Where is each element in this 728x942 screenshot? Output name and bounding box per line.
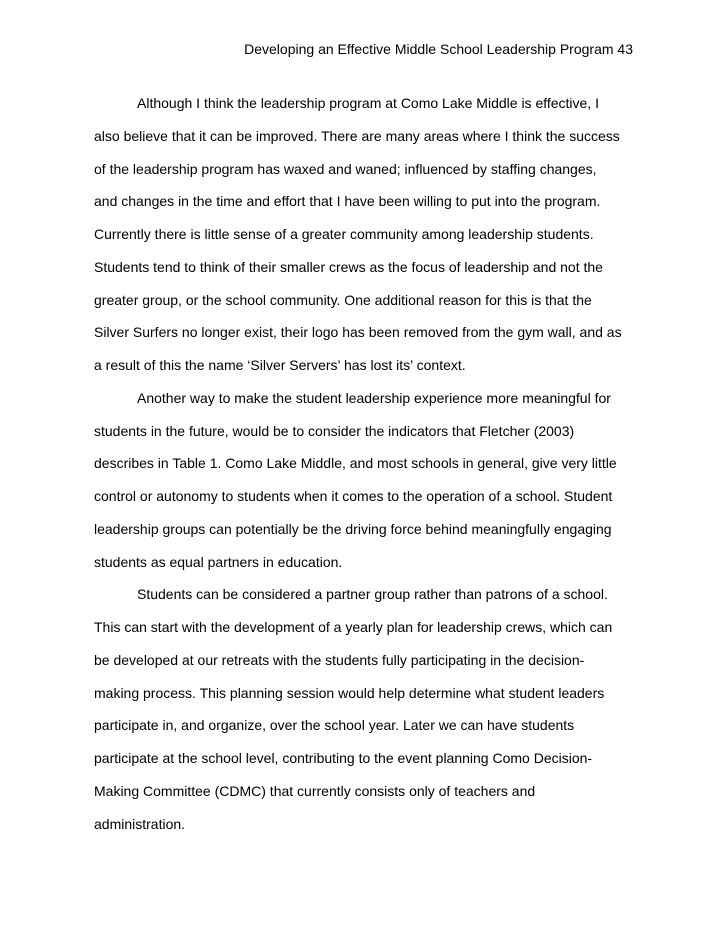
text-line: of the leadership program has waxed and waned; influenced by staffing changes, (94, 160, 597, 177)
text-line: students as equal partners in education. (94, 553, 343, 570)
text-line: This can start with the development of a yearly plan for leadership crews, which can (94, 619, 613, 635)
text-line: Another way to make the student leadership experience more meaningful for (137, 389, 611, 406)
text-line: leadership groups can potentially be the driving force behind meaningfully engaging (94, 520, 612, 537)
text-line: describes in Table 1. Como Lake Middle, and most schools in general, give very little (94, 455, 617, 472)
text-line: control or autonomy to students when it comes to the operation of a school. Student (94, 488, 613, 504)
text-line: administration. (94, 815, 186, 832)
text-line: making process. This planning session would help determine what student leaders (94, 684, 605, 701)
text-line: Students can be considered a partner group rather than patrons of a school. (137, 586, 608, 603)
text-line: Making Committee (CDMC) that currently consists only of teachers and (94, 782, 536, 799)
text-line: participate in, and organize, over the school year. Later we can have students (94, 717, 575, 734)
text-line: also believe that it can be improved. There are many areas where I think the success (94, 127, 620, 144)
text-line: participate at the school level, contributing to the event planning Como Decision- (94, 750, 593, 766)
text-line: and changes in the time and effort that I have been willing to put into the program. (94, 193, 601, 210)
text-line: be developed at our retreats with the students fully participating in the decision- (94, 651, 585, 668)
text-line: students in the future, would be to consider the indicators that Fletcher (2003) (94, 422, 575, 439)
text-line: Silver Surfers no longer exist, their logo has been removed from the gym wall, and as (94, 324, 622, 341)
running-head: Developing an Effective Middle School Leadership Program 43 (244, 41, 633, 57)
text-line: Although I think the leadership program at Como Lake Middle is effective, I (137, 95, 599, 111)
text-line: greater group, or the school community. One additional reason for this is that the (94, 291, 592, 308)
text-line: Currently there is little sense of a greater community among leadership students. (94, 226, 594, 242)
text-line: Students tend to think of their smaller crews as the focus of leadership and not the (94, 258, 603, 275)
text-line: a result of this the name ‘Silver Servers’ has lost its’ context. (94, 357, 466, 373)
